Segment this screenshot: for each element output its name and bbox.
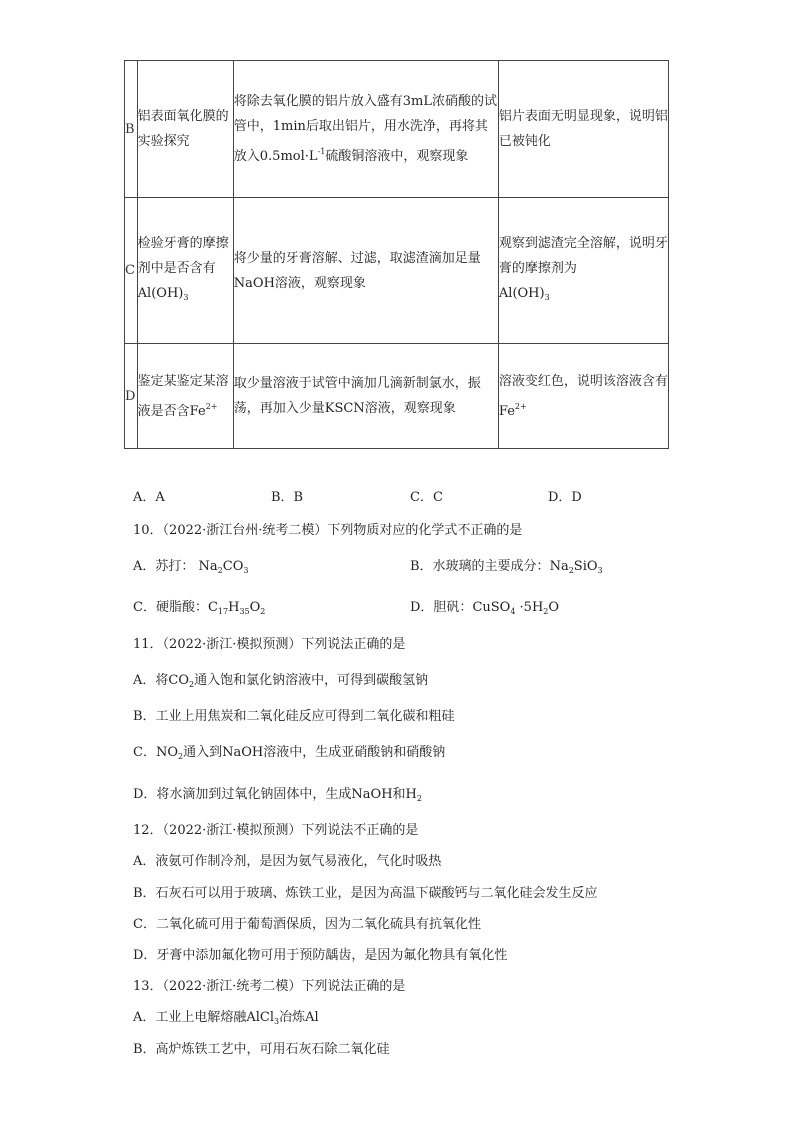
formula-text: Al(OH)	[498, 286, 545, 301]
q9-option-a: A．A	[133, 490, 165, 505]
option-text: 通入到NaOH溶液中，生成亚硝酸钠和硝酸钠	[183, 745, 446, 760]
q10-option-c: C．硬脂酸：$C_{17}H_{35}O_2$	[133, 600, 266, 616]
q11-option-c	[133, 741, 445, 761]
option-letter: D	[125, 344, 138, 449]
option-text: A．将CO	[133, 673, 189, 688]
method-text: 硫酸铜溶液中，观察现象	[325, 149, 469, 164]
experiment-result	[498, 344, 668, 449]
q9-option-c: C．C	[410, 490, 443, 505]
subscript: 3	[544, 293, 550, 302]
q9-option-d: D．D	[548, 490, 582, 505]
option-text: 通入饱和氯化钠溶液中，可得到碳酸氢钠	[194, 673, 429, 688]
subscript: 3	[274, 1017, 280, 1026]
experiment-method	[233, 61, 498, 198]
experiment-result	[498, 198, 668, 344]
superscript: 2+	[514, 401, 527, 411]
experiment-purpose: 铝表面氧化膜的实验探究	[137, 61, 233, 198]
option-letter: B	[125, 61, 138, 198]
q9-option-b: B．B	[271, 490, 304, 505]
superscript: 2+	[205, 401, 218, 411]
q11-stem: 11．（2022·浙江·模拟预测）下列说法正确的是	[133, 637, 406, 652]
q12-stem: 12．（2022·浙江·模拟预测）下列说法不正确的是	[133, 823, 419, 838]
experiment-method: 取少量溶液于试管中滴加几滴新制氯水，振荡，再加入少量KSCN溶液，观察现象	[233, 344, 498, 449]
q13-stem: 13．（2022·浙江·统考二模）下列说法正确的是	[133, 979, 406, 994]
q12-option-a: A．液氨可作制冷剂，是因为氨气易液化，气化时吸热	[133, 854, 442, 869]
superscript: -1	[317, 147, 326, 156]
experiment-method: 将少量的牙膏溶解、过滤，取滤渣滴加足量NaOH溶液，观察现象	[233, 198, 498, 344]
experiment-table	[124, 60, 669, 449]
option-text: D．将水滴加到过氧化钠固体中，生成NaOH和H	[133, 787, 417, 802]
subscript: 2	[177, 752, 184, 761]
q10-option-d: D．胆矾：CuSO$_4$ $\cdot 5H_2O$	[410, 600, 560, 616]
result-text: 观察到滤渣完全溶解，说明牙膏的摩擦剂为	[498, 236, 668, 276]
subscript: 2	[416, 794, 422, 803]
q11-option-a	[133, 669, 428, 689]
option-text: C．NO	[133, 745, 178, 760]
option-text: 冶炼Al	[279, 1010, 319, 1025]
method-text: 将除去氧化膜的铝片放入盛有3mL浓硝酸的试管中，1min后取出铝片，用水洗净，再将其放入0.5mol·L	[233, 94, 498, 164]
option-text: B．水玻璃的主要成分：	[410, 559, 550, 574]
formula-text: Al(OH)	[137, 286, 184, 301]
table-row	[125, 61, 669, 198]
experiment-purpose	[137, 198, 233, 344]
option-text: C．硬脂酸：	[133, 600, 208, 615]
subscript: 2	[189, 680, 195, 689]
formula	[499, 286, 550, 301]
result-text: 溶液变红色，说明该溶液含有Fe	[498, 373, 668, 419]
q10-option-a: A．苏打： $Na_2CO_3$	[133, 559, 249, 575]
experiment-purpose	[137, 344, 233, 449]
q10-stem: 10．（2022·浙江台州·统考二模）下列物质对应的化学式不正确的是	[133, 523, 523, 538]
purpose-text: 鉴定某鉴定某溶液是否含Fe	[137, 373, 229, 419]
q12-option-c: C．二氧化硫可用于葡萄酒保质，因为二氧化硫具有抗氧化性	[133, 917, 481, 932]
q12-option-b: B．石灰石可以用于玻璃、炼铁工业，是因为高温下碳酸钙与二氧化硅会发生反应	[133, 886, 598, 901]
option-text: D．胆矾：	[410, 600, 473, 615]
q10-option-b: B．水玻璃的主要成分：$Na_2SiO_3$	[410, 559, 603, 575]
experiment-result: 铝片表面无明显现象，说明铝已被钝化	[498, 61, 668, 198]
option-letter: C	[125, 198, 138, 344]
q11-option-b: B．工业上用焦炭和二氧化硅反应可得到二氧化碳和粗硅	[133, 709, 455, 724]
option-text: A．工业上电解熔融AlCl	[133, 1010, 275, 1025]
table-row	[125, 198, 669, 344]
q12-option-d: D．牙膏中添加氟化物可用于预防龋齿，是因为氟化物具有氧化性	[133, 948, 508, 963]
q13-option-b: B．高炉炼铁工艺中，可用石灰石除二氧化硅	[133, 1042, 390, 1057]
subscript: 3	[183, 293, 189, 302]
q13-option-a	[133, 1006, 319, 1026]
q11-option-d	[133, 783, 422, 803]
formula	[138, 286, 189, 301]
table-row	[125, 344, 669, 449]
purpose-text: 检验牙膏的摩擦剂中是否含有	[137, 236, 229, 276]
option-text: A．苏打：	[133, 559, 195, 574]
